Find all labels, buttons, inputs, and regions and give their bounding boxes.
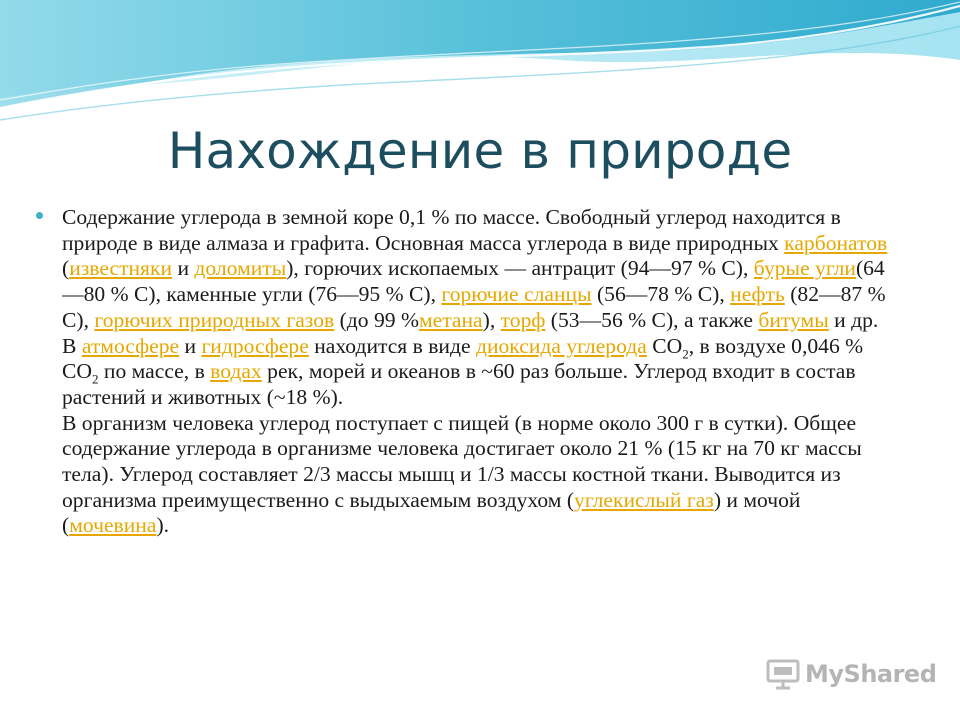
slide-title: Нахождение в природе [167,122,793,180]
body-text: (53—56 % С), а также [545,307,759,332]
wave-decoration [0,0,960,130]
body-text: и [172,256,195,281]
body-text: и [179,333,202,358]
body-text: находится в виде [308,333,476,358]
link-prirodnye-gazy[interactable]: горючих природных газов [94,307,335,332]
link-atmosfere[interactable]: атмосфере [81,333,180,358]
body-text: Содержание углерода в земной коре 0,1 % по массе. Свободный углерод находится в природе в виде алмаза и графита. Основная масса углерода в виде природных [62,205,841,255]
link-mochevina[interactable]: мочевина [69,513,157,538]
link-goryuchie-slantsy[interactable]: горючие сланцы [441,282,592,307]
body-text: и др. [828,307,879,332]
slide-body-text [62,205,892,539]
link-metana[interactable]: метана [418,307,483,332]
link-izvestnyaki[interactable]: известняки [69,256,173,281]
body-text: ), горючих ископаемых — антрацит (94—97 % С), [286,256,754,281]
body-text: , в воздухе 0,046 % CO [62,333,864,384]
body-text: рек, морей и океанов в ~60 раз больше. Углерод входит в состав растений и животных (~18 %). [62,359,856,409]
body-text: (56—78 % С), [591,282,731,307]
link-dioksid-ugleroda[interactable]: диоксида углерода [475,333,647,358]
body-text: (до 99 % [334,307,419,332]
link-dolomity[interactable]: доломиты [194,256,287,281]
body-text: по массе, в [98,359,211,384]
link-karbonatov[interactable]: карбонатов [784,230,888,255]
link-vodakh[interactable]: водах [210,359,262,384]
link-uglekislyi-gaz[interactable]: углекислый газ [574,487,714,512]
watermark-text: MyShared [805,660,937,688]
body-text: ). [156,513,170,538]
body-text: ), [482,307,501,332]
bullet-dot [36,212,43,219]
body-text: ) и мочой ( [62,487,801,538]
body-text: В [62,333,82,358]
body-text: (64—80 % С), каменные угли (76—95 % С), [62,256,885,307]
link-neft[interactable]: нефть [730,282,785,307]
watermark [766,657,936,691]
subscript: 2 [682,345,689,361]
body-text: CO [646,333,683,358]
projector-screen-icon [766,657,800,691]
body-text: В организм человека углерод поступает с пищей (в норме около 300 г в сутки). Общее содержание углерода в организме человека достигает около 21 % (15 кг на 70 кг массы тела). Углерод составляет 2/3 массы мышц и 1/3 массы костной ткани. Выводится из организма преимущественно с выдыхаемым воздухом ( [62,410,862,512]
body-text: (82—87 % С), [62,282,886,332]
link-gidrosfere[interactable]: гидросфере [201,333,309,358]
link-burye-ugli[interactable]: бурые угли [753,256,856,281]
link-torf[interactable]: торф [500,307,546,332]
link-bitumy[interactable]: битумы [758,307,829,332]
subscript: 2 [92,371,99,387]
body-text: ( [62,256,70,281]
